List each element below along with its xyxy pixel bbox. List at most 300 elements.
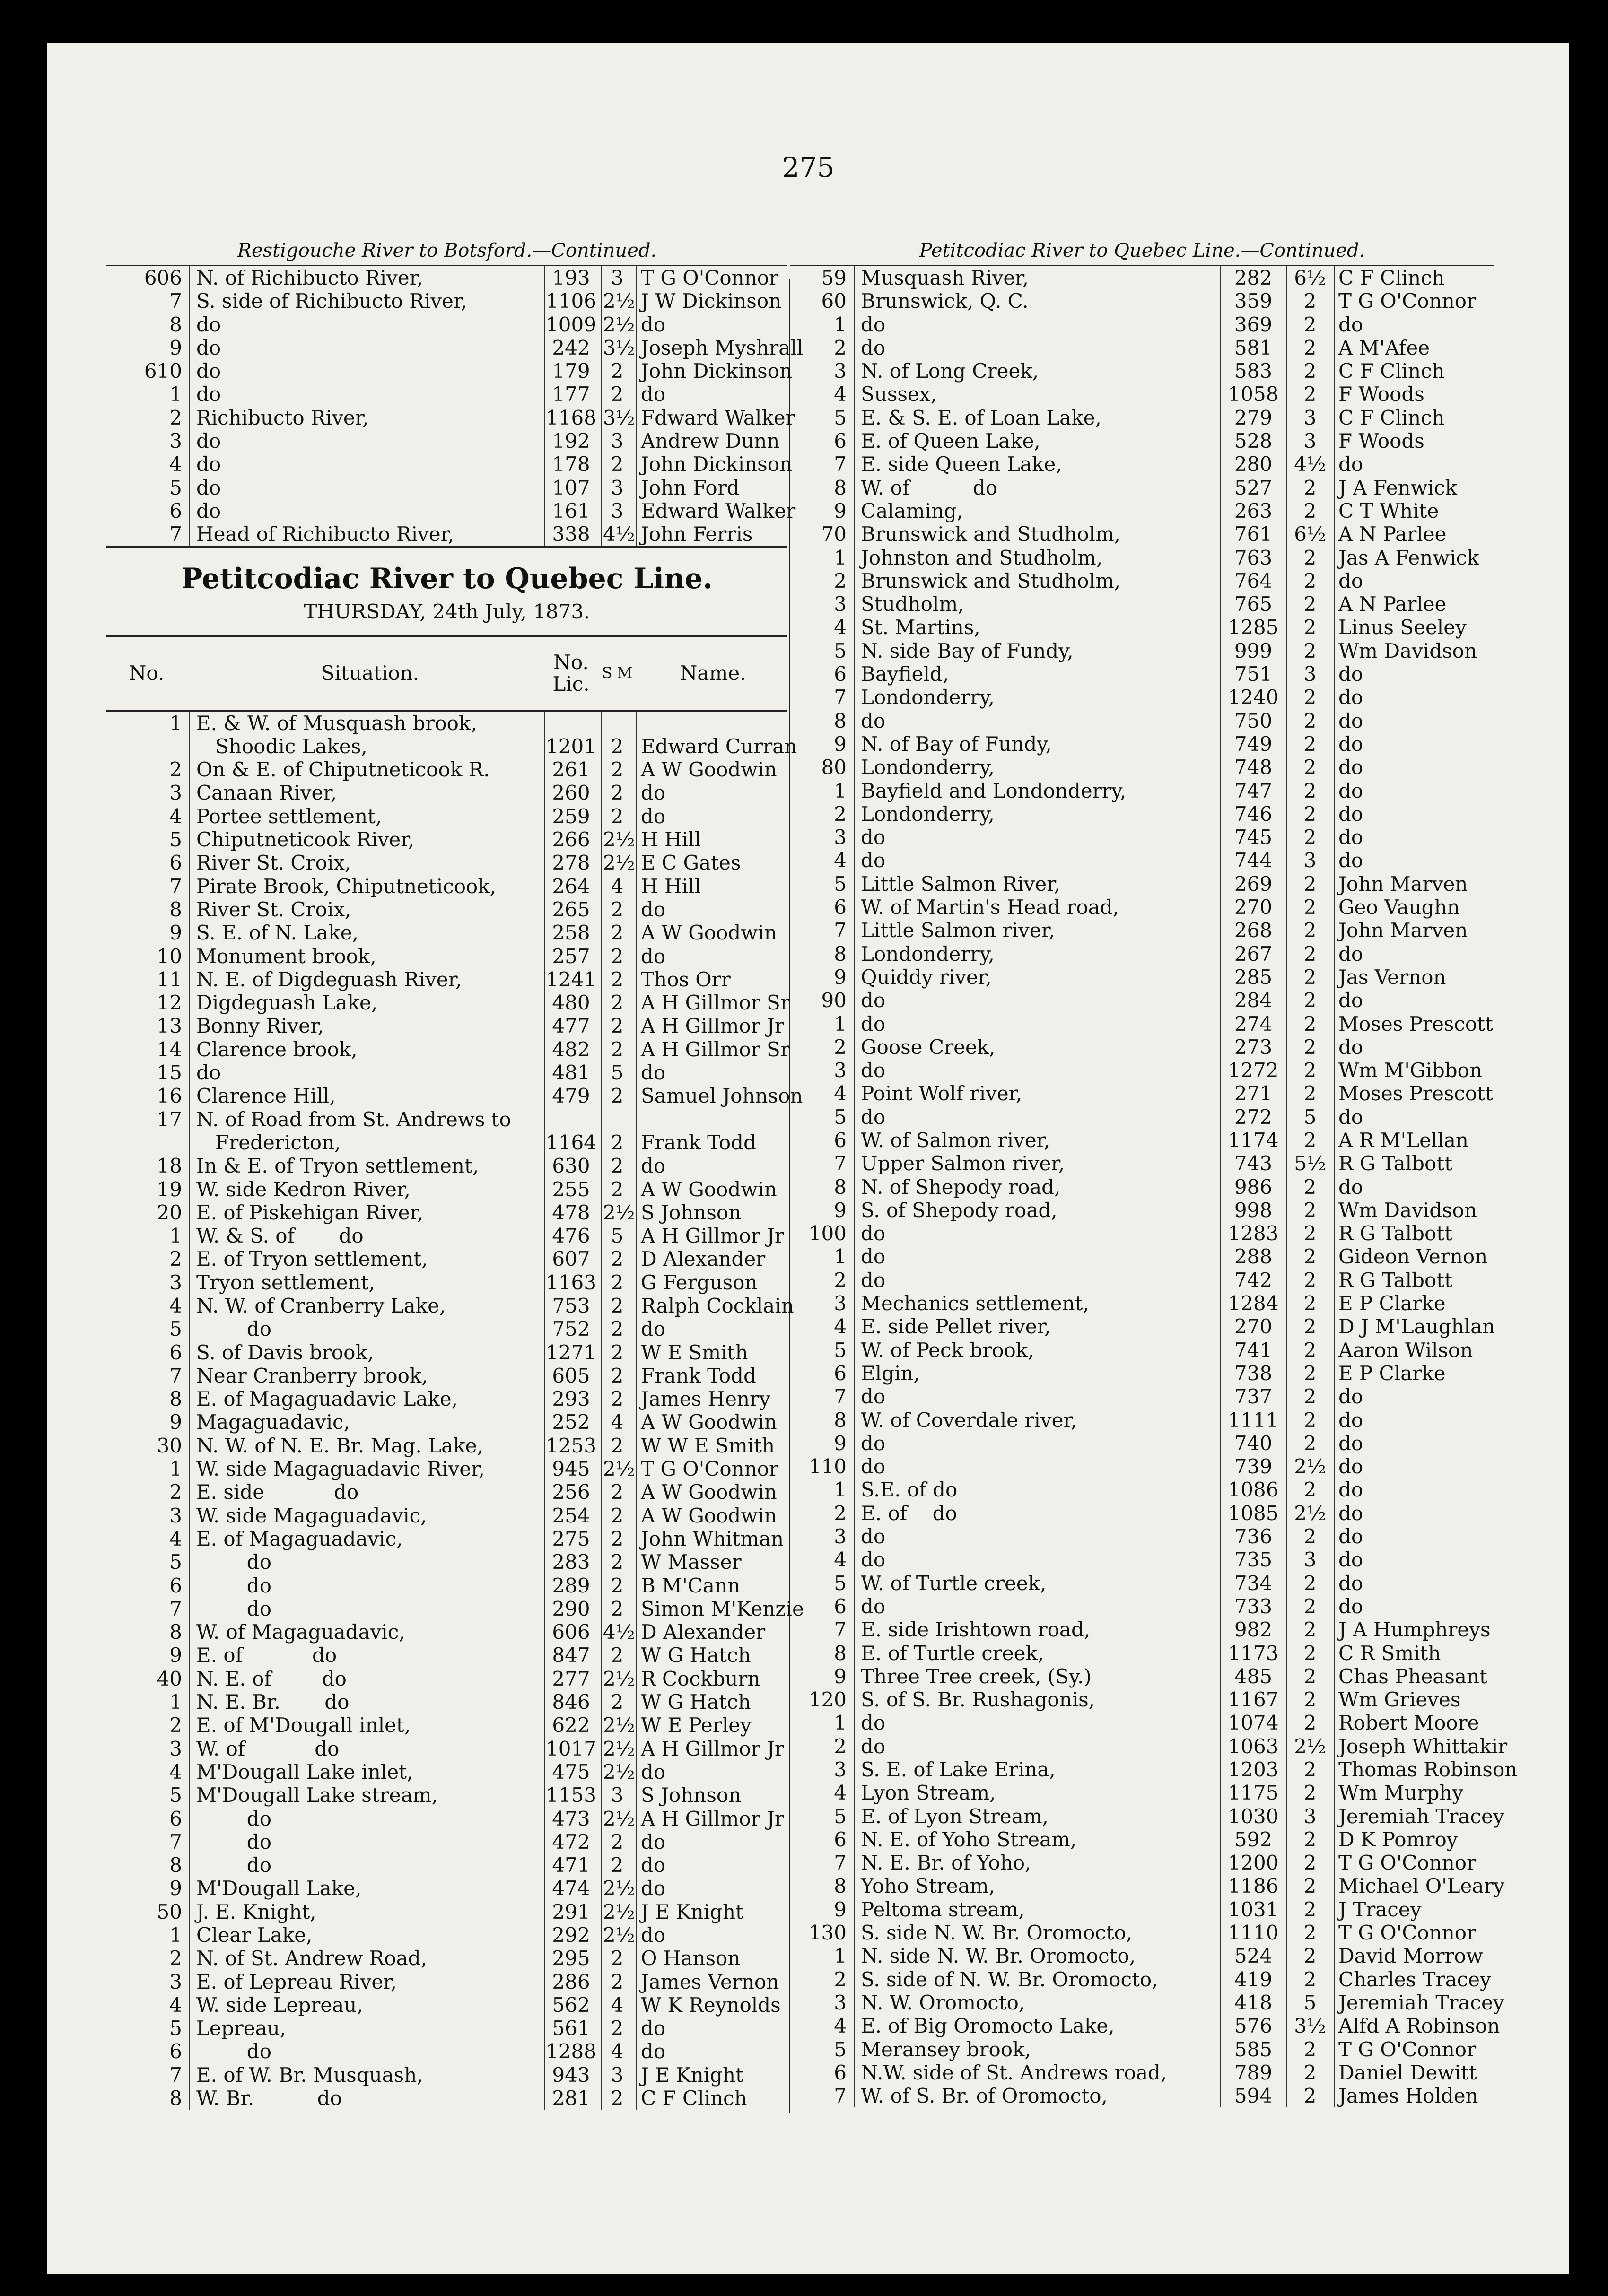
cell-lic: 161	[552, 499, 590, 522]
cell-situation: do	[196, 1317, 271, 1341]
cell-name: A H Gillmor Jr	[641, 1014, 784, 1038]
cell-situation: E. of do	[196, 1644, 337, 1667]
table-row	[106, 1900, 787, 1923]
cell-situation: Little Salmon river,	[861, 919, 1055, 942]
cell-situation: do	[196, 1830, 271, 1853]
cell-sm: 2	[611, 1970, 624, 1993]
cell-name: C F Clinch	[1338, 359, 1445, 383]
cell-name: do	[1338, 452, 1363, 476]
table-header	[106, 635, 787, 712]
cell-situation: Brunswick and Studholm,	[861, 569, 1121, 592]
cell-situation: E. of Turtle creek,	[861, 1641, 1044, 1665]
cell-name: Wm M'Gibbon	[1338, 1059, 1482, 1082]
cell-name: Wm Davidson	[1338, 1198, 1477, 1222]
cell-lic: 761	[1234, 522, 1273, 546]
cell-name: do	[1338, 779, 1363, 802]
cell-sm: 2	[611, 2017, 624, 2040]
cell-lic: 269	[1234, 872, 1273, 896]
table-row	[790, 2084, 1494, 2107]
table-row	[790, 826, 1494, 849]
cell-lic: 1284	[1228, 1292, 1279, 1315]
table-row	[790, 522, 1494, 546]
cell-sm: 2½	[603, 1900, 635, 1923]
cell-name: Geo Vaughn	[1338, 896, 1460, 919]
cell-no: 2	[834, 1035, 847, 1059]
cell-situation: Clarence Hill,	[196, 1084, 336, 1108]
cell-lic: 1058	[1228, 383, 1279, 406]
cell-lic: 1085	[1228, 1501, 1279, 1525]
cell-lic: 256	[552, 1480, 590, 1504]
table-row	[790, 686, 1494, 709]
cell-situation: do	[861, 989, 886, 1012]
cell-situation: M'Dougall Lake stream,	[196, 1783, 438, 1807]
cell-lic: 178	[552, 452, 590, 476]
table-row	[106, 781, 787, 804]
column-rule	[636, 266, 637, 546]
header-sm: S M	[602, 664, 633, 682]
cell-sm: 2	[1303, 686, 1317, 709]
cell-situation: Mechanics settlement,	[861, 1292, 1089, 1315]
cell-no: 1	[169, 383, 182, 406]
cell-lic: 418	[1234, 1991, 1273, 2014]
cell-sm: 2	[611, 452, 624, 476]
cell-name: do	[1338, 1408, 1363, 1432]
cell-lic: 1186	[1228, 1874, 1279, 1898]
cell-situation: River St. Croix,	[196, 851, 351, 875]
table-row	[106, 1737, 787, 1760]
cell-lic: 943	[552, 2063, 590, 2087]
cell-name: A H Gillmor Jr	[641, 1224, 784, 1248]
cell-situation: N. W. Oromocto,	[861, 1991, 1025, 2014]
cell-lic: 359	[1234, 289, 1273, 313]
table-row	[790, 313, 1494, 336]
document-page	[47, 43, 1569, 2274]
cell-name: R Cockburn	[641, 1667, 760, 1690]
cell-lic: 292	[552, 1923, 590, 1947]
cell-situation: E. of Queen Lake,	[861, 429, 1040, 453]
cell-sm: 2	[1303, 1921, 1317, 1945]
cell-no: 7	[834, 1618, 847, 1642]
cell-sm: 2	[1303, 476, 1317, 499]
cell-lic: 1288	[546, 2040, 596, 2063]
cell-situation: do	[196, 1061, 221, 1085]
cell-no: 8	[169, 1620, 182, 1644]
cell-sm: 2	[611, 1014, 624, 1038]
cell-name: W Masser	[641, 1550, 742, 1574]
cell-no: 5	[169, 2017, 182, 2040]
table-row	[790, 1781, 1494, 1804]
cell-name: do	[1338, 1548, 1363, 1572]
cell-name: Thos Orr	[641, 967, 731, 991]
cell-no: 5	[834, 1804, 847, 1828]
cell-sm: 2	[611, 1690, 624, 1714]
section-date: THURSDAY, 24th July, 1873.	[304, 600, 590, 623]
cell-no: 40	[157, 1667, 182, 1690]
cell-sm: 2½	[603, 1737, 635, 1760]
cell-no: 10	[157, 944, 182, 968]
cell-sm: 2	[611, 804, 624, 828]
cell-lic: 242	[552, 336, 590, 359]
cell-sm: 2½	[603, 1760, 635, 1783]
table-row	[106, 1667, 787, 1690]
cell-sm: 2	[1303, 1315, 1317, 1339]
table-row	[790, 1548, 1494, 1571]
cell-no: 5	[169, 1550, 182, 1574]
cell-situation: Chiputneticook River,	[196, 828, 414, 852]
column-rule	[636, 712, 637, 2110]
cell-name: C F Clinch	[1338, 406, 1445, 429]
cell-situation: N. of Long Creek,	[861, 359, 1039, 383]
cell-situation: do	[861, 1385, 886, 1409]
cell-lic: 266	[552, 828, 590, 852]
table-row	[106, 1480, 787, 1504]
cell-name: do	[1338, 313, 1363, 336]
table-row	[790, 896, 1494, 919]
cell-no: 4	[834, 616, 847, 639]
cell-lic: 986	[1234, 1175, 1273, 1199]
cell-no: 11	[157, 967, 182, 991]
cell-lic: 270	[1234, 896, 1273, 919]
cell-sm: 3	[1303, 429, 1317, 453]
cell-name: W E Perley	[641, 1713, 752, 1737]
cell-name: H Hill	[641, 874, 701, 898]
cell-situation: Studholm,	[861, 592, 964, 616]
cell-situation: N. side N. W. Br. Oromocto,	[861, 1944, 1136, 1968]
cell-sm: 2	[1303, 1827, 1317, 1851]
cell-sm: 2	[1303, 1292, 1317, 1315]
cell-lic: 265	[552, 897, 590, 921]
table-row	[106, 2087, 787, 2110]
cell-sm: 2	[1303, 1641, 1317, 1665]
cell-no: 7	[169, 1597, 182, 1620]
cell-no: 20	[157, 1200, 182, 1224]
cell-sm: 2	[1303, 616, 1317, 639]
cell-lic: 1030	[1228, 1804, 1279, 1828]
cell-name: Moses Prescott	[1338, 1082, 1493, 1105]
table-row	[790, 1921, 1494, 1944]
cell-situation: Clear Lake,	[196, 1923, 313, 1947]
table-row	[106, 945, 787, 968]
table-row	[106, 1597, 804, 1620]
cell-situation: Lyon Stream,	[861, 1781, 996, 1805]
cell-name	[641, 1108, 787, 1131]
cell-no: 1	[834, 1711, 847, 1735]
cell-sm: 2	[611, 1340, 624, 1364]
cell-lic: 847	[552, 1644, 590, 1667]
cell-situation: do	[861, 1059, 886, 1082]
cell-name: Michael O'Leary	[1338, 1874, 1505, 1898]
table-row	[790, 1968, 1494, 1991]
cell-lic: 1201	[546, 734, 596, 758]
cell-sm: 5	[1303, 1105, 1317, 1129]
cell-name: Samuel Johnson	[641, 1084, 803, 1108]
cell-name: Alfd A Robinson	[1338, 2014, 1500, 2038]
cell-name: John Dickinson	[641, 359, 793, 383]
cell-situation: Shoodic Lakes,	[196, 734, 367, 758]
cell-sm: 5½	[1294, 1152, 1326, 1175]
table-row	[790, 1595, 1494, 1618]
cell-situation: N. W. of N. E. Br. Mag. Lake,	[196, 1434, 483, 1457]
table-row	[790, 266, 1494, 289]
cell-no: 8	[834, 1175, 847, 1199]
cell-lic: 481	[552, 1061, 590, 1085]
table-row	[106, 1364, 787, 1387]
cell-situation: E. of Lyon Stream,	[861, 1804, 1049, 1828]
cell-name: Edward Walker	[641, 499, 796, 522]
cell-no: 3	[834, 592, 847, 616]
cell-name: do	[1338, 1035, 1363, 1059]
cell-lic: 585	[1234, 2037, 1273, 2061]
cell-lic: 740	[1234, 1431, 1273, 1455]
cell-sm: 2	[611, 383, 624, 406]
cell-lic: 561	[552, 2017, 590, 2040]
cell-sm: 2	[1303, 1874, 1317, 1898]
cell-name: Aaron Wilson	[1338, 1338, 1473, 1362]
cell-lic: 1253	[546, 1434, 596, 1457]
cell-sm: 2	[1303, 1571, 1317, 1595]
table-row	[106, 522, 787, 546]
cell-situation: Bonny River,	[196, 1014, 324, 1038]
cell-sm: 2	[611, 1131, 624, 1154]
cell-no: 9	[834, 499, 847, 522]
cell-no: 3	[169, 781, 182, 805]
cell-lic: 252	[552, 1410, 590, 1434]
cell-sm: 2	[1303, 1688, 1317, 1712]
cell-no: 8	[169, 2087, 182, 2110]
table-row	[106, 1993, 787, 2017]
table-row	[790, 1012, 1494, 1035]
table-row	[790, 756, 1494, 779]
cell-sm: 4½	[1294, 452, 1326, 476]
cell-lic: 277	[552, 1667, 590, 1690]
cell-situation: N. E. of do	[196, 1667, 347, 1690]
cell-no: 6	[834, 1594, 847, 1618]
table-row	[106, 1271, 787, 1294]
table-row	[106, 1620, 787, 1644]
table-row	[106, 1434, 787, 1457]
cell-sm: 2	[1303, 872, 1317, 896]
cell-lic: 527	[1234, 476, 1273, 499]
cell-sm: 2	[611, 1644, 624, 1667]
cell-name: E P Clarke	[1338, 1292, 1446, 1315]
cell-lic: 1111	[1228, 1408, 1279, 1432]
table-row	[790, 849, 1494, 872]
cell-no: 1	[169, 711, 182, 735]
cell-lic: 1173	[1228, 1641, 1279, 1665]
cell-situation: Peltoma stream,	[861, 1897, 1025, 1921]
table-row	[106, 968, 787, 991]
cell-situation: E. & W. of Musquash brook,	[196, 711, 477, 735]
cell-no: 1	[834, 1944, 847, 1968]
cell-situation: Three Tree creek, (Sy.)	[861, 1664, 1092, 1688]
cell-situation: do	[196, 1853, 271, 1877]
cell-lic: 622	[552, 1713, 590, 1737]
cell-no: 6	[169, 1574, 182, 1597]
cell-name: Jeremiah Tracey	[1338, 1804, 1504, 1828]
cell-no: 4	[169, 1993, 182, 2017]
cell-name: do	[1338, 686, 1363, 709]
table-row	[106, 1061, 787, 1084]
cell-no: 5	[834, 406, 847, 429]
table-row	[790, 639, 1494, 662]
cell-lic: 746	[1234, 802, 1273, 826]
cell-situation: do	[861, 1245, 886, 1269]
cell-sm: 2	[1303, 1758, 1317, 1781]
cell-situation: do	[861, 336, 886, 359]
cell-no: 8	[834, 1408, 847, 1432]
cell-name: C F Clinch	[1338, 266, 1445, 289]
cell-lic: 1167	[1228, 1688, 1279, 1712]
table-row	[790, 1175, 1494, 1199]
cell-no: 3	[834, 1991, 847, 2014]
cell-name: T G O'Connor	[1338, 2037, 1477, 2061]
cell-situation: Canaan River,	[196, 781, 337, 805]
cell-situation: W. of do	[861, 476, 998, 499]
table-row	[790, 429, 1494, 452]
table-row	[106, 1760, 787, 1783]
cell-lic: 594	[1234, 2084, 1273, 2108]
cell-lic: 282	[1234, 266, 1273, 289]
cell-no: 3	[169, 1270, 182, 1294]
cell-situation: E. of Magaguadavic,	[196, 1527, 403, 1550]
cell-lic: 999	[1234, 639, 1273, 662]
cell-situation: S. E. of N. Lake,	[196, 921, 358, 945]
cell-name: J E Knight	[641, 1900, 743, 1923]
cell-sm: 2	[1303, 359, 1317, 383]
cell-name: do	[641, 1061, 666, 1085]
cell-situation: W. of Salmon river,	[861, 1128, 1050, 1152]
cell-no: 5	[834, 639, 847, 662]
cell-situation: Clarence brook,	[196, 1037, 358, 1061]
cell-name: do	[1338, 756, 1363, 779]
cell-lic: 998	[1234, 1198, 1273, 1222]
cell-sm: 4½	[603, 1620, 635, 1644]
cell-no: 5	[169, 1783, 182, 1807]
cell-no: 1	[169, 1457, 182, 1481]
table-row	[106, 712, 787, 735]
cell-no: 7	[169, 874, 182, 898]
table-row	[790, 546, 1494, 569]
cell-no: 7	[169, 289, 182, 313]
cell-no: 3	[169, 1970, 182, 1993]
cell-no: 8	[834, 476, 847, 499]
cell-situation: W. of S. Br. of Oromocto,	[861, 2084, 1108, 2108]
cell-no: 606	[144, 266, 182, 289]
cell-no: 60	[821, 289, 847, 313]
cell-situation: E. side Pellet river,	[861, 1315, 1051, 1339]
cell-name: do	[1338, 1385, 1363, 1409]
cell-name	[641, 712, 787, 735]
cell-no: 2	[834, 1268, 847, 1292]
cell-situation: N. E. of Digdeguash River,	[196, 967, 462, 991]
cell-no	[106, 1131, 182, 1154]
cell-name: O Hanson	[641, 1947, 741, 1970]
cell-lic: 193	[552, 266, 590, 289]
cell-sm: 2	[1303, 1361, 1317, 1385]
cell-no: 4	[834, 383, 847, 406]
cell-no: 3	[834, 826, 847, 849]
table-row	[106, 1108, 787, 1131]
cell-lic	[544, 1108, 598, 1131]
table-row	[106, 1084, 803, 1108]
cell-name: A W Goodwin	[641, 1480, 777, 1504]
table-row	[790, 779, 1494, 802]
cell-sm: 5	[611, 1224, 624, 1248]
table-row	[790, 2038, 1494, 2061]
cell-lic: 1163	[546, 1270, 596, 1294]
cell-name: do	[1338, 1501, 1363, 1525]
table-row	[106, 1970, 787, 1993]
cell-sm: 2	[1303, 1967, 1317, 1991]
cell-name: do	[1338, 826, 1363, 849]
cell-situation: W. of Peck brook,	[861, 1338, 1034, 1362]
cell-name: G Ferguson	[641, 1270, 758, 1294]
table-row	[106, 383, 787, 406]
cell-lic: 476	[552, 1224, 590, 1248]
cell-sm: 2	[1303, 756, 1317, 779]
cell-sm: 2½	[1294, 1455, 1326, 1478]
cell-name: James Holden	[1338, 2084, 1478, 2108]
cell-sm: 2	[611, 897, 624, 921]
cell-no: 8	[834, 1641, 847, 1665]
cell-name: J Tracey	[1338, 1897, 1422, 1921]
cell-lic: 369	[1234, 313, 1273, 336]
cell-no: 1	[834, 779, 847, 802]
cell-name: do	[641, 1317, 666, 1341]
cell-name: Jeremiah Tracey	[1338, 1991, 1504, 2014]
table-row	[790, 872, 1494, 896]
cell-lic: 257	[552, 944, 590, 968]
cell-situation: Lepreau,	[196, 2017, 287, 2040]
cell-situation: do	[861, 1268, 886, 1292]
table-row	[790, 965, 1494, 989]
cell-situation: do	[196, 359, 221, 383]
cell-no: 9	[834, 965, 847, 989]
cell-lic: 524	[1234, 1944, 1273, 1968]
cell-situation: Point Wolf river,	[861, 1082, 1022, 1105]
cell-sm: 4	[611, 1410, 624, 1434]
cell-name: T G O'Connor	[641, 1457, 779, 1481]
cell-no: 9	[834, 1198, 847, 1222]
cell-situation: do	[861, 1105, 886, 1129]
cell-name: David Morrow	[1338, 1944, 1483, 1968]
cell-sm: 2	[1303, 1059, 1317, 1082]
cell-sm: 2	[611, 1247, 624, 1271]
cell-name: do	[641, 944, 666, 968]
cell-sm: 3	[1303, 1804, 1317, 1828]
cell-sm: 2½	[603, 1807, 635, 1830]
cell-situation: J. E. Knight,	[196, 1900, 316, 1923]
table-row	[790, 802, 1494, 826]
cell-situation: do	[196, 476, 221, 499]
cell-no: 5	[834, 2037, 847, 2061]
cell-situation: W. of do	[196, 1737, 340, 1760]
right-continued-title: Petitcodiac River to Quebec Line.—Continued.	[919, 240, 1365, 261]
cell-lic: 763	[1234, 546, 1273, 569]
cell-name: Moses Prescott	[1338, 1012, 1493, 1035]
table-row	[106, 1201, 787, 1224]
table-row	[106, 1317, 787, 1340]
cell-sm: 2	[611, 921, 624, 945]
cell-no: 1	[169, 1690, 182, 1714]
table-row	[106, 734, 797, 758]
cell-no: 6	[834, 662, 847, 686]
table-row	[790, 1199, 1494, 1222]
cell-name: do	[1338, 942, 1363, 965]
cell-name: Jas Vernon	[1338, 965, 1446, 989]
cell-no: 2	[834, 336, 847, 359]
cell-name: A R M'Lellan	[1338, 1128, 1468, 1152]
